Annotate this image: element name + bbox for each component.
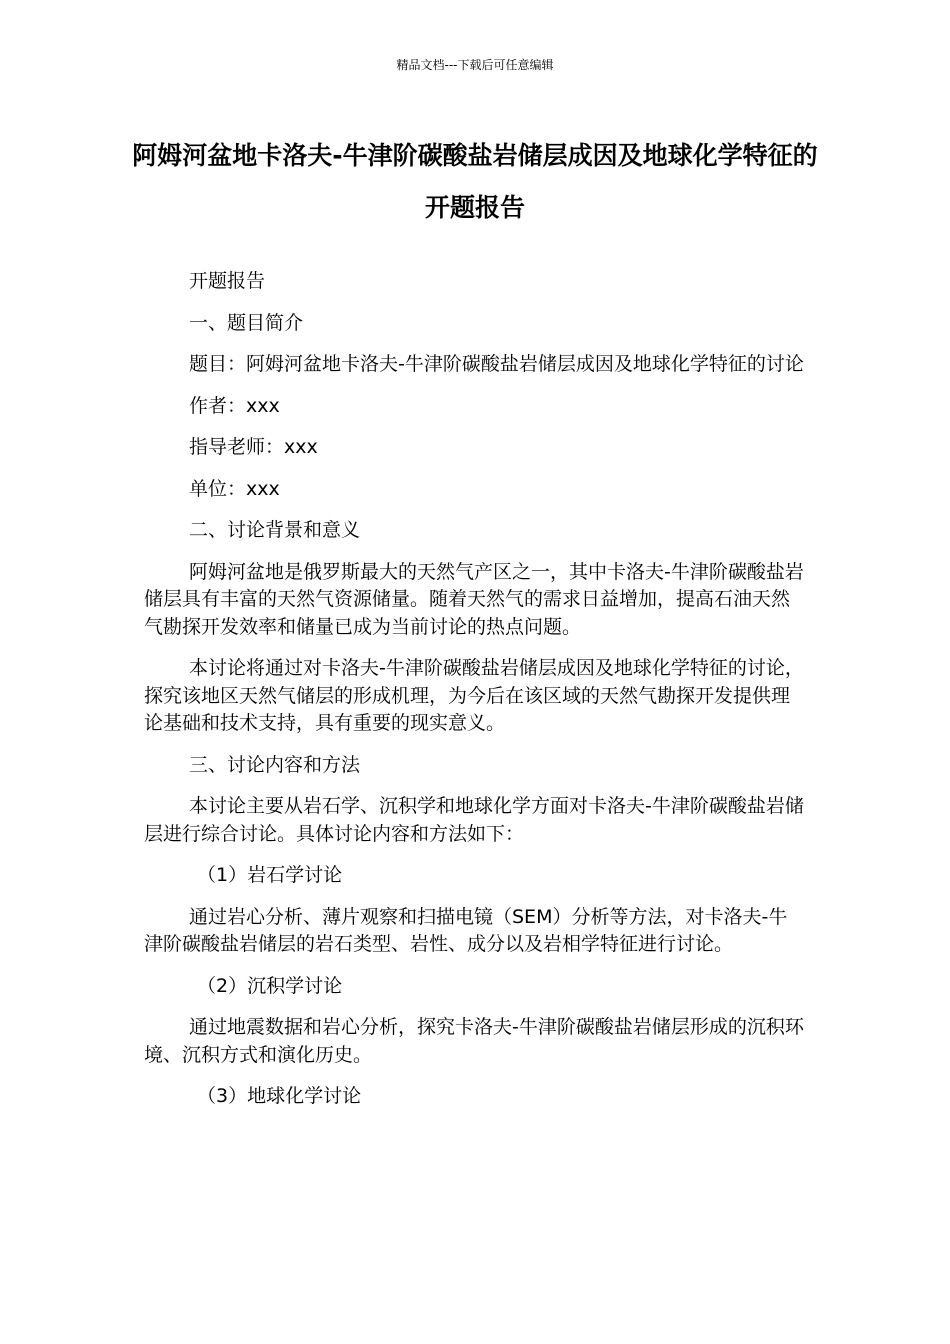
paragraph-report-label: 开题报告 (189, 270, 266, 292)
paragraph-background-2: 本讨论将通过对卡洛夫-牛津阶碳酸盐岩储层成因及地球化学特征的讨论，探究该地区天然气储层的形成机理，为今后在该区域的天然气勘探开发提供理论基础和技术支持，具有重要的现实意义。 (144, 657, 804, 734)
paragraph-unit: 单位：xxx (189, 477, 280, 500)
paragraph-petrology: 通过岩心分析、薄片观察和扫描电镜（SEM）分析等方法，对卡洛夫-牛津阶碳酸盐岩储层的岩石类型、岩性、成分以及岩相学特征进行讨论。 (144, 905, 788, 955)
subheading-petrology: （1）岩石学讨论 (197, 864, 343, 886)
subheading-sedimentology: （2）沉积学讨论 (197, 974, 343, 997)
document-body (144, 268, 804, 1125)
section-heading-content-methods: 三、讨论内容和方法 (189, 753, 361, 776)
paragraph-content-intro: 本讨论主要从岩石学、沉积学和地球化学方面对卡洛夫-牛津阶碳酸盐岩储层进行综合讨论。具体讨论内容和方法如下： (144, 795, 804, 845)
subheading-geochemistry: （3）地球化学讨论 (197, 1085, 362, 1107)
paragraph-author: 作者：xxx (189, 394, 280, 417)
paragraph-background-1: 阿姆河盆地是俄罗斯最大的天然气产区之一，其中卡洛夫-牛津阶碳酸盐岩储层具有丰富的天然气资源储量。随着天然气的需求日益增加，提高石油天然气勘探开发效率和储量已成为当前讨论的热点问题。 (144, 560, 804, 638)
header-note: 精品文档---下载后可任意编辑 (396, 58, 554, 72)
paragraph-advisor: 指导老师：xxx (189, 436, 318, 458)
section-heading-topic-intro: 一、题目简介 (189, 311, 304, 334)
paragraph-topic: 题目：阿姆河盆地卡洛夫-牛津阶碳酸盐岩储层成因及地球化学特征的讨论 (189, 353, 804, 375)
section-heading-background: 二、讨论背景和意义 (189, 519, 361, 541)
document-title: 阿姆河盆地卡洛夫-牛津阶碳酸盐岩储层成因及地球化学特征的开题报告 (132, 141, 818, 222)
paragraph-sedimentology: 通过地震数据和岩心分析，探究卡洛夫-牛津阶碳酸盐岩储层形成的沉积环境、沉积方式和演化历史。 (144, 1016, 804, 1066)
